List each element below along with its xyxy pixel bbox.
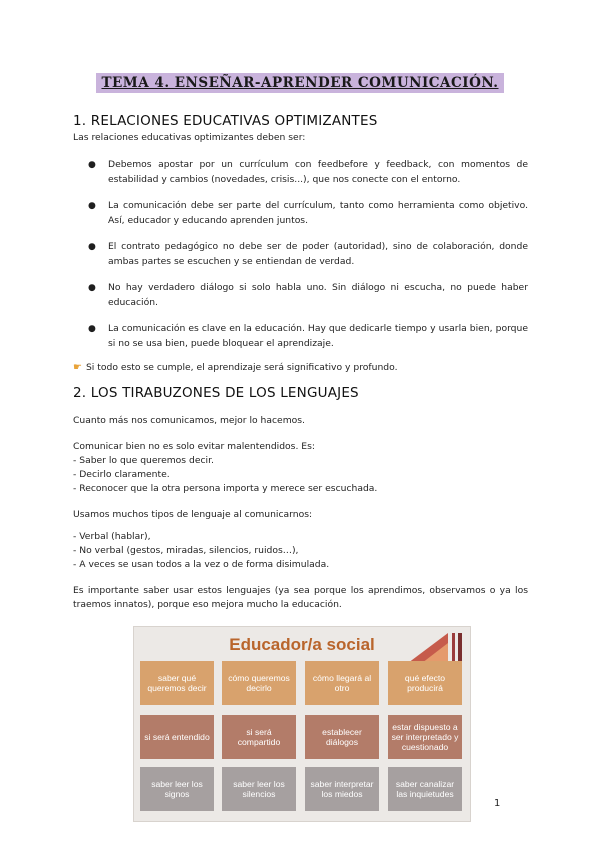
list-item: ● No hay verdadero diálogo si solo habla uno. Sin diálogo ni escucha, no puede haber educación. bbox=[88, 282, 528, 308]
bullet-icon: ● bbox=[88, 242, 96, 252]
educador-social-diagram bbox=[133, 626, 471, 822]
section2-language-list: - Verbal (hablar), - No verbal (gestos, miradas, silencios, ruidos…), - A veces se usan todos a la vez o de forma disimulada. bbox=[73, 531, 330, 570]
page-number: 1 bbox=[494, 798, 501, 809]
section1-heading: 1. RELACIONES EDUCATIVAS OPTIMIZANTES bbox=[73, 113, 378, 129]
document-title: TEMA 4. ENSEÑAR-APRENDER COMUNICACIÓN. bbox=[0, 72, 600, 93]
diagram-box: estar dispuesto a ser interpretado y cuestionado bbox=[388, 715, 462, 759]
diagram-box: qué efecto producirá bbox=[388, 661, 462, 705]
list-item: ● La comunicación es clave en la educación. Hay que dedicarle tiempo y usarla bien, porque si no se usa bien, puede bloquear el aprendizaje. bbox=[88, 323, 528, 349]
bullet-icon: ● bbox=[88, 324, 96, 334]
section1-conclusion: ☛ Si todo esto se cumple, el aprendizaje será significativo y profundo. bbox=[73, 362, 398, 373]
pointing-hand-icon: ☛ bbox=[73, 362, 82, 373]
section1-intro: Las relaciones educativas optimizantes deben ser: bbox=[73, 132, 306, 143]
bullet-icon: ● bbox=[88, 160, 96, 170]
bullet-icon: ● bbox=[88, 283, 96, 293]
bullet-icon: ● bbox=[88, 201, 96, 211]
list-item: ● La comunicación debe ser parte del currículum, tanto como herramienta como objetivo. Así, educador y educando aprenden juntos. bbox=[88, 200, 528, 226]
diagram-box: saber canalizar las inquietudes bbox=[388, 767, 462, 811]
diagram-box: saber interpretar los miedos bbox=[305, 767, 379, 811]
diagram-box: saber leer los silencios bbox=[222, 767, 296, 811]
diagram-box: si será entendido bbox=[140, 715, 214, 759]
list-item: ● Debemos apostar por un currículum con feedbefore y feedback, con momentos de estabilidad y cambios (novedades, crisis...), que nos conecte con el entorno. bbox=[88, 159, 528, 185]
section2-paragraph-3: Usamos muchos tipos de lenguaje al comunicarnos: bbox=[73, 509, 313, 520]
diagram-box: cómo llegará al otro bbox=[305, 661, 379, 705]
section2-paragraph-2: Comunicar bien no es solo evitar malentendidos. Es: - Saber lo que queremos decir. - Decirlo claramente. - Reconocer que la otra persona importa y merece ser escuchada. bbox=[73, 441, 378, 494]
diagram-title: Educador/a social bbox=[229, 635, 375, 654]
list-item: ● El contrato pedagógico no debe ser de poder (autoridad), sino de colaboración, donde ambas partes se escuchen y se entiendan de verdad. bbox=[88, 241, 528, 267]
section1-bullet-list bbox=[88, 158, 528, 363]
diagram-box: establecer diálogos bbox=[305, 715, 379, 759]
section2-paragraph-1: Cuanto más nos comunicamos, mejor lo hacemos. bbox=[73, 415, 305, 426]
diagram-box: cómo queremos decirlo bbox=[222, 661, 296, 705]
section2-paragraph-5: Es importante saber usar estos lenguajes (ya sea porque los aprendimos, observamos o ya los traemos innatos), porque eso mejora mucho la educación. bbox=[73, 585, 528, 610]
diagram-box: saber leer los signos bbox=[140, 767, 214, 811]
decorative-corner-icon bbox=[408, 633, 464, 663]
diagram-box: saber qué queremos decir bbox=[140, 661, 214, 705]
diagram-box: si será compartido bbox=[222, 715, 296, 759]
section2-heading: 2. LOS TIRABUZONES DE LOS LENGUAJES bbox=[73, 385, 359, 401]
